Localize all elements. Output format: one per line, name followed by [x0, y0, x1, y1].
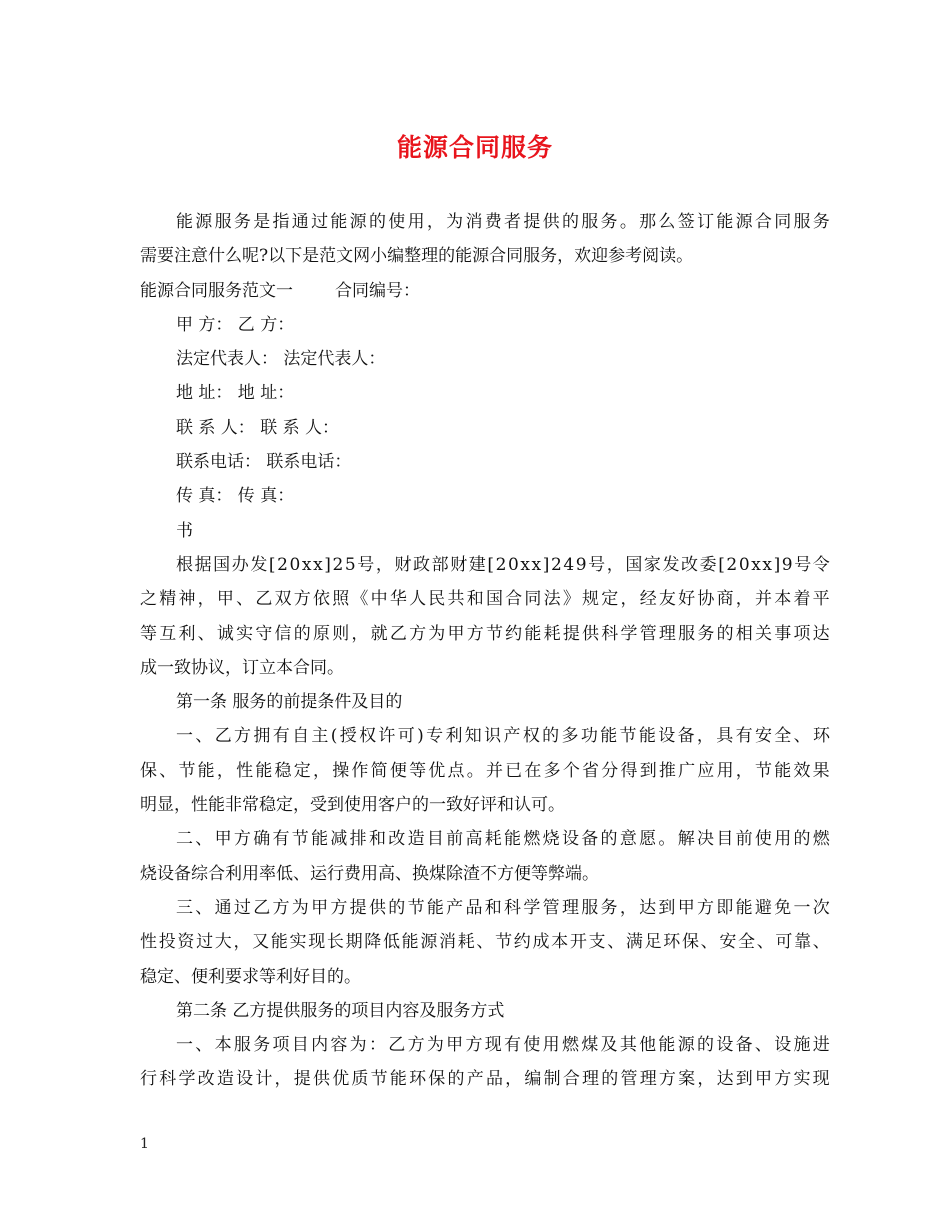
paragraph-line: 成一致协议，订立本合同。: [140, 657, 344, 678]
party-field: 甲 方： 乙 方：: [176, 314, 295, 335]
document-body: [140, 205, 830, 1097]
paragraph-line: 根 据 国 办 发 [ 2 0 x x ] 2 5 号 ， 财 政 部 财 建 [ 2 0 x x ] 2 4 9 号 ， 国 家 发 改 委 [ 2 0 x x ] 9 号 令: [176, 554, 830, 575]
paragraph-line: 烧设备综合利用率低、运行费用高、换煤除渣不方便等弊端。: [140, 863, 599, 884]
paragraph-line: 能 源 服 务 是 指 通 过 能 源 的 使 用 ， 为 消 费 者 提 供 的 服 务 。 那 么 签 订 能 源 合 同 服 务: [176, 212, 830, 232]
article-title: 第二条 乙方提供服务的项目内容及服务方式: [176, 1000, 505, 1021]
paragraph-line: 二 、 甲 方 确 有 节 能 减 排 和 改 造 目 前 高 耗 能 燃 烧 设 备 的 意 愿 。 解 决 目 前 使 用 的 燃: [176, 829, 830, 850]
document-title: 能源合同服务: [396, 133, 553, 162]
party-field: 联 系 人： 联 系 人：: [176, 417, 340, 438]
sample-heading: 能源合同服务范文一: [140, 280, 293, 301]
paragraph-line: 之 精 神 ， 甲 、 乙 双 方 依 照 《 中 华 人 民 共 和 国 合 同 法 》 规 定 ， 经 友 好 协 商 ， 并 本 着 平: [140, 589, 830, 610]
paragraph-line: 三 、 通 过 乙 方 为 甲 方 提 供 的 节 能 产 品 和 科 学 管 理 服 务 ， 达 到 甲 方 即 能 避 免 一 次: [176, 897, 830, 918]
paragraph-line: 稳定、便利要求等利好目的。: [140, 966, 361, 987]
party-field: 书: [176, 520, 193, 541]
article-title: 第一条 服务的前提条件及目的: [176, 692, 403, 713]
paragraph-line: 性 投 资 过 大 ， 又 能 实 现 长 期 降 低 能 源 消 耗 、 节 约 成 本 开 支 、 满 足 环 保 、 安 全 、 可 靠 、: [140, 932, 830, 953]
paragraph-line: 行 科 学 改 造 设 计 ， 提 供 优 质 节 能 环 保 的 产 品 ， 编 制 合 理 的 管 理 方 案 ， 达 到 甲 方 实 现: [140, 1069, 830, 1090]
sample-heading-line: [140, 274, 830, 308]
party-field: 地 址： 地 址：: [176, 383, 295, 404]
page-number: 1: [140, 1136, 149, 1152]
paragraph-line: 需要注意什么呢?以下是范文网小编整理的能源合同服务，欢迎参考阅读。: [140, 246, 694, 267]
party-field: 法定代表人： 法定代表人：: [176, 349, 386, 370]
paragraph-line: 保 、 节 能 ， 性 能 稳 定 ， 操 作 简 便 等 优 点 。 并 已 在 多 个 省 分 得 到 推 广 应 用 ， 节 能 效 果: [140, 760, 830, 781]
paragraph-line: 明显，性能非常稳定，受到使用客户的一致好评和认可。: [140, 795, 565, 816]
paragraph-line: 一 、 本 服 务 项 目 内 容 为 ： 乙 方 为 甲 方 现 有 使 用 燃 煤 及 其 他 能 源 的 设 备 、 设 施 进: [176, 1035, 830, 1056]
contract-number-label: 合同编号：: [335, 280, 420, 301]
party-field: 传 真： 传 真：: [176, 486, 295, 507]
paragraph-line: 一 、 乙 方 拥 有 自 主 ( 授 权 许 可 ) 专 利 知 识 产 权 的 多 功 能 节 能 设 备 ， 具 有 安 全 、 环: [176, 726, 830, 747]
paragraph-line: 等 互 利 、 诚 实 守 信 的 原 则 ， 就 乙 方 为 甲 方 节 约 能 耗 提 供 科 学 管 理 服 务 的 相 关 事 项 达: [140, 623, 830, 644]
party-field: 联系电话： 联系电话：: [176, 452, 352, 473]
